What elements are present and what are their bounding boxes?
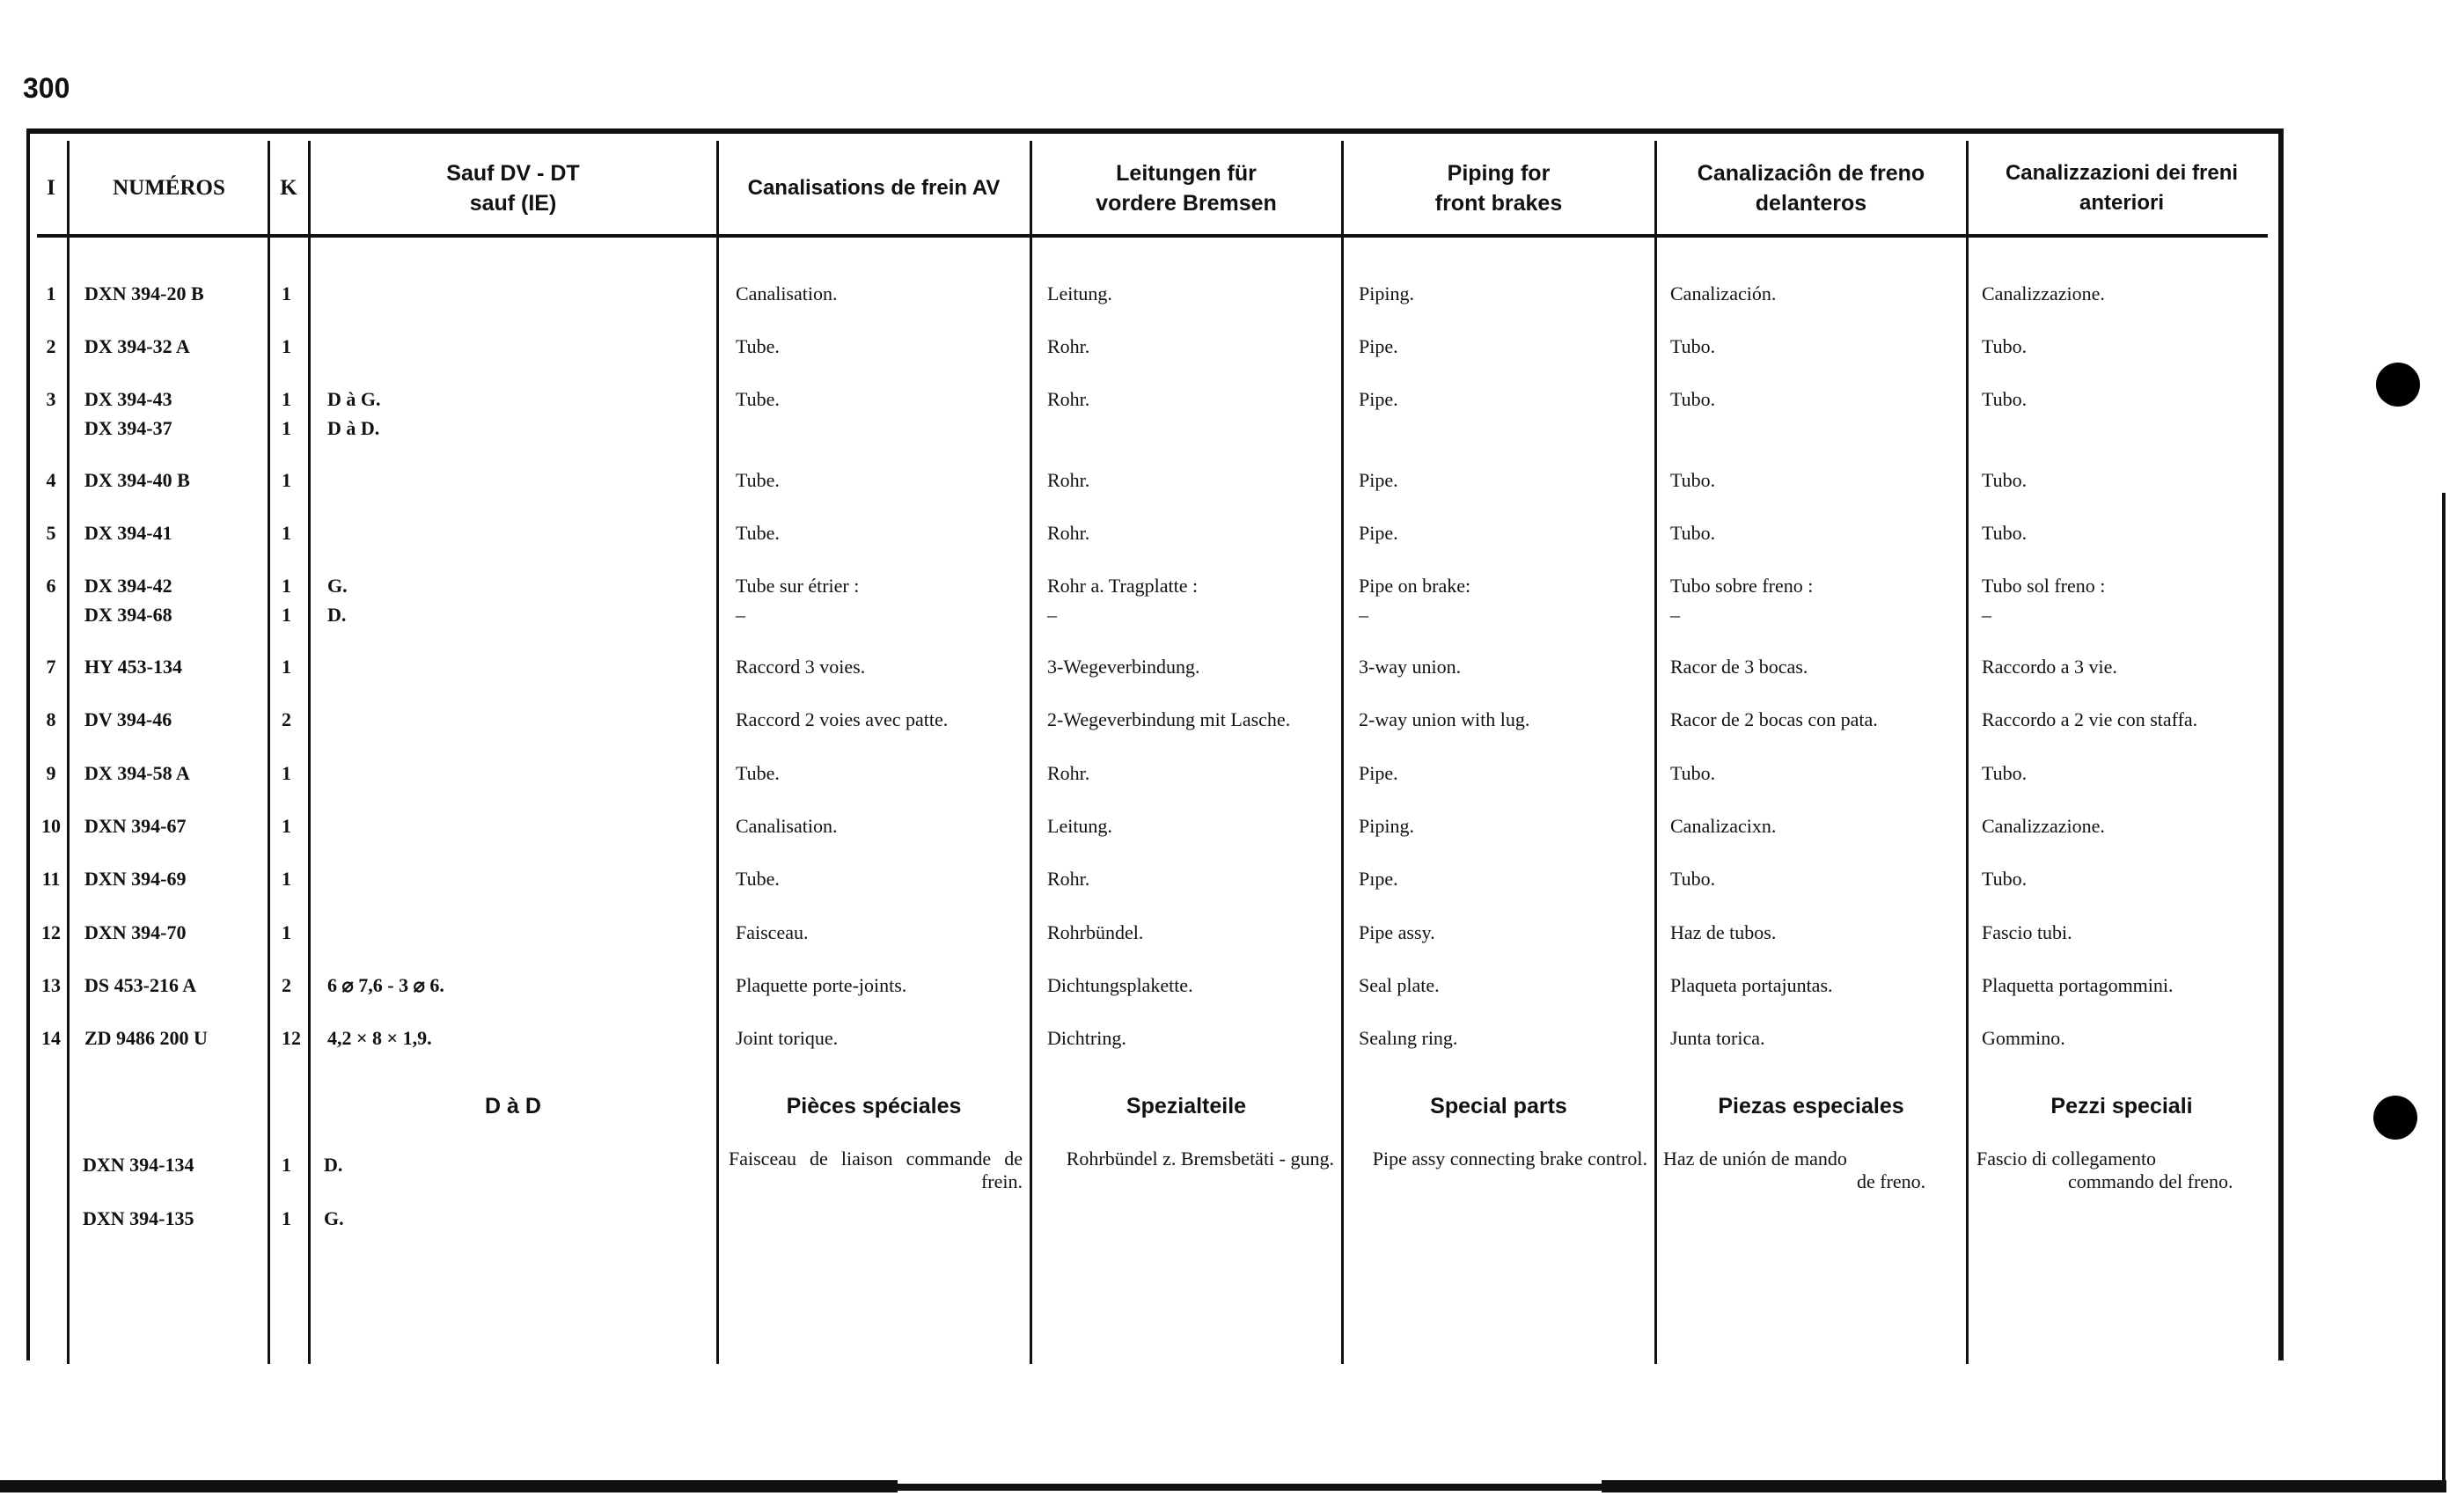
row-2-it: Tubo. [1982,335,2028,357]
row-8-index: 8 [46,708,56,730]
row-1-k: 1 [282,282,291,304]
row-14-de: Dichtring. [1047,1027,1126,1049]
row-7-fr: Raccord 3 voies. [736,656,866,678]
header-k: K [280,176,297,200]
row-4-index: 4 [46,469,56,491]
row-5-en: Pipe. [1359,522,1398,544]
row-5-de: Rohr. [1047,522,1090,544]
row-12-es: Haz de tubos. [1670,921,1777,943]
row-12-index: 12 [41,921,61,943]
row-8-it: Raccordo a 2 vie con staffa. [1982,708,2198,730]
row-1-de: Leitung. [1047,282,1112,304]
row-5-fr: Tube. [736,522,780,544]
page-bottom-rule-thick-right [1602,1480,2446,1492]
row-6-k: 1 [282,575,291,597]
row-10-fr: Canalisation. [736,815,838,837]
row-11-es: Tubo. [1670,868,1716,890]
special-de-heading: Spezialteile [1126,1094,1247,1118]
row-6-en: Pipe on brake: [1359,575,1471,597]
row-13-note: 6 ⌀ 7,6 - 3 ⌀ 6. [327,974,444,996]
col-sep-numbers [268,141,270,1364]
row-8-fr: Raccord 2 voies avec patte. [736,708,949,730]
row-11-code: DXN 394-69 [84,868,187,890]
row-3-de: Rohr. [1047,388,1090,410]
special-row-1-de: Rohrbündel z. Bremsbetäti - gung. [1066,1148,1334,1170]
special-row-1-fr: Faisceau de liaison commande de frein. [729,1148,1023,1192]
row-6-index: 6 [46,575,56,597]
row-10-k: 1 [282,815,291,837]
page-number: 300 [23,72,70,104]
header-es: Canalizaciôn de freno delanteros [1697,161,1925,216]
special-row-1-code: DXN 394-134 [83,1154,194,1176]
col-sep-es [1966,141,1969,1364]
row-7-k: 1 [282,656,291,678]
row-10-es: Canalizacixn. [1670,815,1777,837]
row-4-k: 1 [282,469,291,491]
row-6-it: Tubo sol freno : [1982,575,2106,597]
frame-left-rule [26,128,30,1360]
row-14-fr: Joint torique. [736,1027,839,1049]
row-13-de: Dichtungsplakette. [1047,974,1193,996]
special-it-heading: Pezzi speciali [2050,1094,2193,1118]
row-10-it: Canalizzazione. [1982,815,2105,837]
row-11-de: Rohr. [1047,868,1090,890]
special-row-2-code: DXN 394-135 [83,1207,194,1229]
header-numbers: NUMÉROS [113,176,225,200]
special-es-heading: Piezas especiales [1718,1094,1904,1118]
row-1-en: Piping. [1359,282,1414,304]
row-11-k: 1 [282,868,291,890]
row-7-es: Racor de 3 bocas. [1670,656,1808,678]
row-12-k: 1 [282,921,291,943]
row-5-k: 1 [282,522,291,544]
row-3-index: 3 [46,388,56,410]
col-sep-fr [1030,141,1032,1364]
row-3-fr: Tube. [736,388,780,410]
row-5-code: DX 394-41 [84,522,172,544]
row-6-k-2: 1 [282,604,291,626]
row-13-fr: Plaquette porte-joints. [736,974,907,996]
row-6-ditto-dash-5: – [1982,604,1991,626]
row-8-en: 2-way union with lug. [1359,708,1530,730]
row-1-code: DXN 394-20 B [84,282,204,304]
row-3-code: DX 394-43 [84,388,172,410]
row-8-de: 2-Wegeverbindung mit Lasche. [1047,708,1291,730]
row-1-index: 1 [46,282,56,304]
row-13-es: Plaqueta portajuntas. [1670,974,1833,996]
row-5-index: 5 [46,522,56,544]
row-14-index: 14 [41,1027,61,1049]
row-5-es: Tubo. [1670,522,1716,544]
row-8-k: 2 [282,708,291,730]
row-8-es: Racor de 2 bocas con pata. [1670,708,1878,730]
punch-hole-top [2376,363,2420,407]
header-de: Leitungen für vordere Bremsen [1096,161,1277,216]
row-3-k-2: 1 [282,417,291,439]
row-11-index: 11 [41,868,61,890]
row-3-note: D à G. [327,388,381,410]
row-6-note-2: D. [327,604,347,626]
header-it: Canalizzazioni dei freni anteriori [2005,161,2239,215]
special-en-heading: Special parts [1430,1094,1567,1118]
row-7-it: Raccordo a 3 vie. [1982,656,2117,678]
row-6-ditto-dash-1: – [736,604,745,626]
row-10-code: DXN 394-67 [84,815,187,837]
header-index: I [47,176,55,200]
header-en: Piping for front brakes [1434,161,1563,216]
row-6-note: G. [327,575,348,597]
row-6-de: Rohr a. Tragplatte : [1047,575,1199,597]
row-9-de: Rohr. [1047,762,1090,784]
row-14-es: Junta torica. [1670,1027,1765,1049]
row-6-code-2: DX 394-68 [84,604,172,626]
row-3-it: Tubo. [1982,388,2028,410]
row-3-es: Tubo. [1670,388,1716,410]
row-14-it: Gommino. [1982,1027,2065,1049]
row-12-code: DXN 394-70 [84,921,187,943]
row-3-k: 1 [282,388,291,410]
header-fr: Canalisations de frein AV [747,176,1001,200]
special-row-1-es-line2: de freno. [1857,1170,1926,1192]
row-3-code-2: DX 394-37 [84,417,172,439]
row-13-code: DS 453-216 A [84,974,197,996]
row-7-index: 7 [46,656,56,678]
row-3-en: Pipe. [1359,388,1398,410]
row-9-es: Tubo. [1670,762,1716,784]
row-11-it: Tubo. [1982,868,2028,890]
col-sep-index [67,141,70,1364]
row-7-en: 3-way union. [1359,656,1462,678]
row-13-it: Plaquetta portagommini. [1982,974,2174,996]
special-row-1-k: 1 [282,1154,291,1176]
row-9-en: Pipe. [1359,762,1398,784]
col-sep-en [1654,141,1657,1364]
row-1-it: Canalizzazione. [1982,282,2105,304]
row-12-en: Pipe assy. [1359,921,1435,943]
row-2-code: DX 394-32 A [84,335,190,357]
row-7-de: 3-Wegeverbindung. [1047,656,1200,678]
row-4-en: Pipe. [1359,469,1398,491]
special-fr-heading: Pièces spéciales [786,1094,962,1118]
row-4-code: DX 394-40 B [84,469,190,491]
row-9-fr: Tube. [736,762,780,784]
row-14-note: 4,2 × 8 × 1,9. [327,1027,432,1049]
row-2-en: Pipe. [1359,335,1398,357]
row-2-k: 1 [282,335,291,357]
col-sep-except [716,141,719,1364]
row-6-es: Tubo sobre freno : [1670,575,1814,597]
row-2-fr: Tube. [736,335,780,357]
row-9-code: DX 394-58 A [84,762,190,784]
row-3-note-2: D à D. [327,417,380,439]
frame-top-rule [26,128,2284,134]
row-4-de: Rohr. [1047,469,1090,491]
row-10-de: Leitung. [1047,815,1112,837]
row-10-index: 10 [41,815,61,837]
row-11-fr: Tube. [736,868,780,890]
row-12-fr: Faisceau. [736,921,809,943]
row-6-ditto-dash-3: – [1359,604,1368,626]
row-6-code: DX 394-42 [84,575,172,597]
row-14-en: Sealıng ring. [1359,1027,1458,1049]
row-11-en: Pıpe. [1359,868,1398,890]
row-8-code: DV 394-46 [84,708,172,730]
row-13-k: 2 [282,974,291,996]
row-7-code: HY 453-134 [84,656,183,678]
row-5-it: Tubo. [1982,522,2028,544]
special-row-1-es-line1: Haz de unión de mando [1663,1148,1847,1170]
row-4-it: Tubo. [1982,469,2028,491]
row-1-fr: Canalisation. [736,282,838,304]
row-1-es: Canalización. [1670,282,1777,304]
row-14-k: 12 [282,1027,301,1049]
row-6-ditto-dash-4: – [1670,604,1680,626]
row-13-index: 13 [41,974,61,996]
special-row-1-en: Pipe assy connecting brake control. [1372,1148,1647,1170]
row-14-code: ZD 9486 200 U [84,1027,208,1049]
page-outer-right-rule [2442,493,2446,1487]
row-4-es: Tubo. [1670,469,1716,491]
frame-right-rule [2278,128,2284,1360]
page-bottom-rule-thick-left [0,1480,898,1492]
row-12-it: Fascio tubi. [1982,921,2072,943]
punch-hole-bottom [2373,1096,2417,1140]
col-sep-de [1341,141,1344,1364]
special-row-2-k: 1 [282,1207,291,1229]
row-10-en: Piping. [1359,815,1414,837]
col-sep-k [308,141,311,1364]
special-row-2-note: G. [324,1207,344,1229]
row-2-es: Tubo. [1670,335,1716,357]
row-9-index: 9 [46,762,56,784]
row-12-de: Rohrbündel. [1047,921,1144,943]
special-row-1-it-line2: commando del freno. [2068,1170,2233,1192]
row-6-fr: Tube sur étrier : [736,575,860,597]
row-9-k: 1 [282,762,291,784]
row-2-index: 2 [46,335,56,357]
header-except: Sauf DV - DT sauf (IE) [446,161,580,216]
row-13-en: Seal plate. [1359,974,1440,996]
special-row-1-it-line1: Fascio di collegamento [1976,1148,2157,1170]
special-row-1-note: D. [324,1154,343,1176]
row-4-fr: Tube. [736,469,780,491]
special-note-heading: D à D [485,1094,541,1118]
row-9-it: Tubo. [1982,762,2028,784]
row-6-ditto-dash-2: – [1047,604,1057,626]
row-2-de: Rohr. [1047,335,1090,357]
